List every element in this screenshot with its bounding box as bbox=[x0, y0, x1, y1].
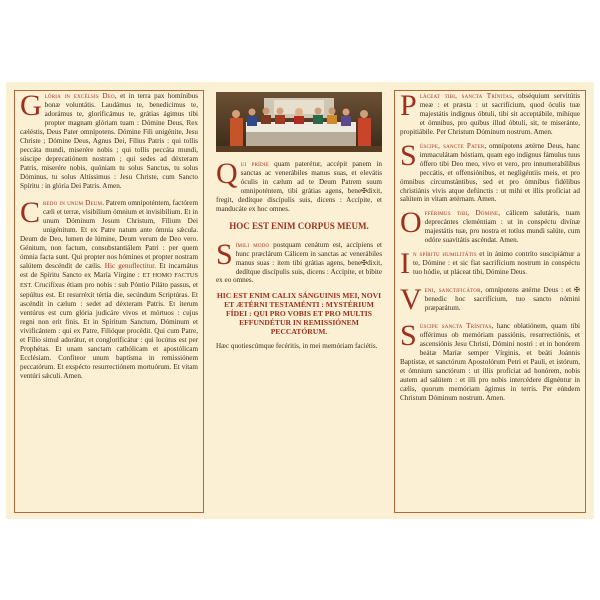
simili-paragraph bbox=[216, 237, 382, 286]
veni-text: , omnípotens ætérne Deus : et ✠ benedic hoc sacrifícium, tuo sancto nómini præparátum. bbox=[424, 286, 580, 313]
credo-heading: redo in unum Deum bbox=[43, 199, 103, 208]
gloria-text: , et in terra pax homínibus bonæ voluntátis. Laudámus te, benedícimus te, adorámus te, glorificámus te, grátias ágimus tibi propter magnam glóriam tuam : Dómine Deus, Rex cæléstis, Deus Pater omnípotens. Dómine Fili unigénite, Jesu Christe ; Dómine Deus, Agnus Dei, Fílius Patris : qui tollis peccáta mundi, miserére nobis ; qui tollis peccáta mundi, súscipe deprecatiónem nostram ; qui sedes ad déxteram Patris, miserére nobis, quóniam tu solus Sanctus, tu solus Dóminus, tu solus Altíssimus : Jesu Christe, cum Sancto Spíritu : in glória Dei Patris. Amen. bbox=[20, 92, 198, 190]
in-spiritu-drop-cap: I bbox=[400, 247, 410, 281]
left-column bbox=[20, 92, 198, 508]
suscipe-pater-paragraph bbox=[400, 138, 580, 205]
in-spiritu-paragraph bbox=[400, 247, 580, 281]
offerimus-heading: fférimus tibi, Dómine bbox=[424, 209, 499, 218]
placeat-heading: láceat tibi, sancta Trínitas bbox=[419, 92, 513, 100]
qui-pridie-heading: ui prídie bbox=[240, 160, 269, 168]
credo-drop-cap: C bbox=[20, 196, 41, 230]
suscipe-trinitas-paragraph bbox=[400, 319, 580, 403]
placeat-drop-cap: P bbox=[400, 92, 417, 122]
veni-paragraph bbox=[400, 283, 580, 317]
in-spiritu-text: et in ánimo contríto suscipiámur a te, Dómine : et sic fiat sacrifícium nostrum in conspéctu tuo hódie, ut pláceat tibi, Dómine Deus. bbox=[413, 250, 580, 277]
veni-heading: eni, sanctificátor bbox=[424, 286, 481, 295]
suscipe-trinitas-text: , hanc oblatiónem, quam tibi offérimus ob memóriam passiónis, resurrectiónis, et ascensiónis Jesu Christi, Dómini nostri : et in honórem beátæ Maríæ semper Vírginis, et beáti Joánnis Baptístæ, et sanctórum Apostolórum Petri et Pauli, et istórum, et ómnium sanctórum : ut illis profíciat ad honórem, nobis autem ad salútem : et illi pro nobis intercédere dignéntur in cælis, quorum memóriam ágimus in terris. Per eúndem Christum Dóminum nostrum. Amen. bbox=[400, 322, 580, 402]
offerimus-drop-cap: O bbox=[400, 206, 422, 240]
gloria-paragraph bbox=[20, 92, 198, 190]
simili-text: postquam cenátum est, accípiens et hunc præclárum Cálicem in sanctas ac venerábiles manus suas : item tibi grátias agens, bene✠dixit, dedítque discípulis suis, dicens : Accípite, et bíbite ex eo omnes. bbox=[216, 240, 382, 285]
credo-text-b: Et incarnátus est de Spíritu Sancto ex María Vírgine : bbox=[20, 262, 198, 280]
gloria-drop-cap: G bbox=[20, 92, 42, 122]
simili-drop-cap: S bbox=[216, 237, 233, 271]
suscipe-trinitas-heading: úscipe sancta Trínitas bbox=[419, 322, 492, 331]
last-supper-painting bbox=[216, 92, 382, 152]
qui-pridie-drop-cap: Q bbox=[216, 157, 238, 190]
offerimus-paragraph bbox=[400, 206, 580, 245]
homo-factus: ET HOMO FACTUS EST. bbox=[20, 272, 198, 290]
suscipe-pater-heading: úscipe, sancte Pater bbox=[419, 141, 485, 150]
prayer-card bbox=[6, 82, 594, 519]
simili-heading: ímili modo bbox=[235, 240, 270, 249]
qui-pridie-text: quam paterétur, accépit panem in sanctas ac venerábiles manus suas, et elevátis óculis in cælum ad te Deum Patrem suum omnipoténtem, tibi grátias agens, bene✠dixit, fregit, dedítque discípulis suis, dicens : Accípite, et manducáte ex hoc omnes. bbox=[216, 160, 382, 213]
in-spiritu-heading: n spíritu humilitátis bbox=[413, 250, 477, 259]
credo-paragraph bbox=[20, 196, 198, 380]
offerimus-text: , cálicem salutáris, tuam deprecántes cleméntiam : ut in conspéctu divínæ majestátis tuæ, pro nostra et totíus mundi salúte, cum odóre suavitátis ascéndat. Amen. bbox=[424, 209, 580, 245]
credo-text-c: Crucifíxus étiam pro nobis : sub Póntio Piláto passus, et sepúltus est. Et resurréxit tértia die, secúndum Scriptúras. Et ascéndit in cælum : sedet ad déxteram Patris. Et íterum ventúrus est cum glória judicáre vivos et mórtuos : cujus regni non erit finis. Et in Spíritum Sanctum, Dóminum et vivificántem : qui ex Patre, Filióque procédit. Qui cum Patre, et Fílio simul adorátur, et conglorificátur : qui locútus est per Prophétas. Et unam sanctam cathólicam et apostólicam Ecclésiam. Confíteor unum baptísma in remissiónem peccatórum. Et exspécto resurrectiónem mortuórum. Et vitam ventúri sǽculi. Amen. bbox=[20, 281, 198, 380]
suscipe-pater-text: , omnípotens ætérne Deus, hanc immaculátam hóstiam, quam ego indígnus fámulus tuus óffero tibi Deo meo, vivo et vero, pro innumerabílibus peccátis, et offensiónibus, et negligéntiis meis, et pro ómnibus circumstántibus, sed et pro ómnibus fidélibus christiánis vivis atque defúnctis : ut mihi et illis profíciat ad salútem in vitam ætérnam. Amen. bbox=[400, 141, 580, 204]
right-column bbox=[400, 92, 580, 508]
gloria-heading: lória in excélsis Deo bbox=[44, 92, 115, 100]
hic-est-calix: HIC EST ENIM CALIX SÁNGUINIS MEI, NOVI ET ÆTÉRNI TESTAMÉNTI : MYSTÉRIUM FÍDEI : QUI PRO VOBIS ET PRO MULTIS EFFUNDÉTUR IN REMISSIÓNEM PECCATÓRUM. bbox=[216, 291, 382, 337]
placeat-paragraph bbox=[400, 92, 580, 137]
genuflect-rubric: Hic genuflectitur. bbox=[104, 262, 157, 271]
credo-text-a: . Patrem omnipoténtem, factórem cæli et terræ, visibílium ómnium et invisibílium. Et in unum Dóminum Jesum Christum, Fílium Dei unigénitum. Et ex Patre natum ante ómnia sǽcula. Deum de Deo, lumen de lúmine, Deum verum de Deo vero. Génitum, non factum, consubstantiálem Patri : per quem ómnia facta sunt. Qui propter nos hómines et propter nostram salútem descéndit de cælis. bbox=[20, 199, 198, 271]
veni-drop-cap: V bbox=[400, 283, 422, 317]
hoc-est-corpus: HOC EST ENIM CORPUS MEUM. bbox=[229, 220, 369, 231]
middle-column bbox=[216, 92, 382, 508]
suscipe-pater-drop-cap: S bbox=[400, 138, 417, 172]
suscipe-trinitas-drop-cap: S bbox=[400, 319, 417, 353]
placeat-text: , obséquium servitútis meæ : et præsta : ut sacrifícium, quod óculis tuæ majestátis indígnus óbtuli, tibi sit acceptábile, mihíque et ómnibus, pro quibus illud óbtuli, sit, te miseránte, propitiábile. Per Christum Dóminum nostrum. Amen. bbox=[400, 92, 580, 136]
qui-pridie-paragraph bbox=[216, 157, 382, 214]
haec-quotiescumque: Hæc quotiescúmque fecéritis, in mei memóriam faciétis. bbox=[216, 342, 378, 351]
